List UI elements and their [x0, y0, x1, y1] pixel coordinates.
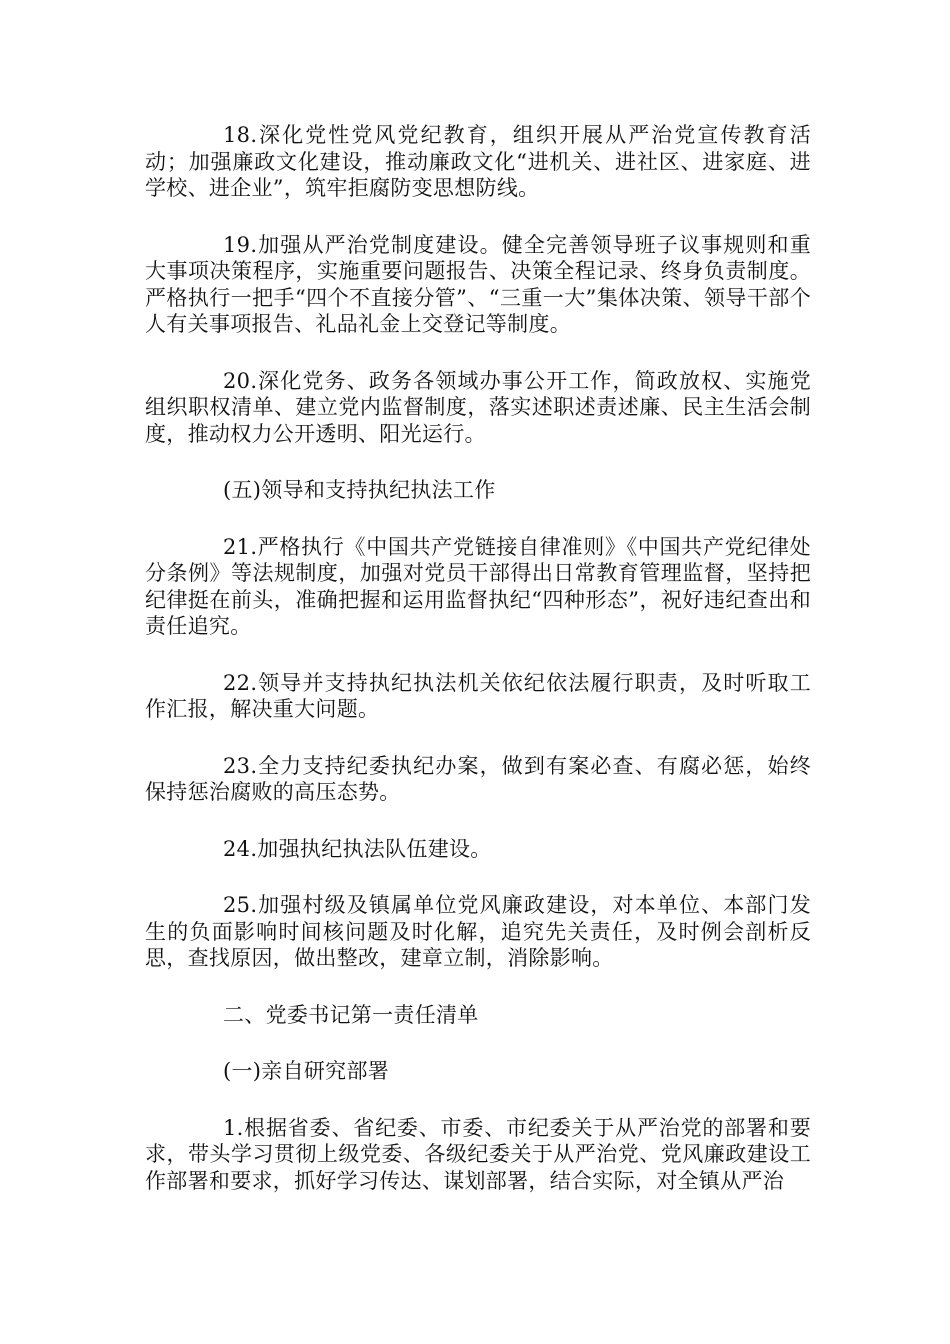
- section-heading-5: (五)领导和支持执纪执法工作: [223, 478, 496, 502]
- section-heading-1: (一)亲自研究部署: [223, 1059, 390, 1083]
- paragraph-23: 23.全力支持纪委执纪办案，做到有案必查、有腐必惩，始终保持惩治腐败的高压态势。: [145, 753, 811, 804]
- paragraph-1: 1.根据省委、省纪委、市委、市纪委关于从严治党的部署和要求，带头学习贯彻上级党委、各级纪委关于从严治党、党风廉政建设工作部署和要求，抓好学习传达、谋划部署，结合实际，对全镇从严治: [145, 1115, 811, 1193]
- paragraph-19: 19.加强从严治党制度建设。健全完善领导班子议事规则和重大事项决策程序，实施重要问题报告、决策全程记录、终身负责制度。严格执行一把手“四个不直接分管”、“三重一大”集体决策、领导干部个人有关事项报告、礼品礼金上交登记等制度。: [145, 232, 811, 336]
- document-body: [145, 122, 811, 1224]
- paragraph-20: 20.深化党务、政务各领域办事公开工作，简政放权、实施党组织职权清单、建立党内监督制度，落实述职述责述廉、民主生活会制度，推动权力公开透明、阳光运行。: [145, 368, 811, 446]
- paragraph-24: 24.加强执纪执法队伍建设。: [223, 836, 492, 861]
- paragraph-18: 18.深化党性党风党纪教育，组织开展从严治党宣传教育活动；加强廉政文化建设，推动廉政文化“进机关、进社区、进家庭、进学校、进企业”，筑牢拒腐防变思想防线。: [145, 123, 811, 200]
- paragraph-21: 21.严格执行《中国共产党链接自律准则》《中国共产党纪律处分条例》等法规制度，加强对党员干部得出日常教育管理监督，坚持把纪律挺在前头，准确把握和运用监督执纪“四种形态”，祝好违纪查出和责任追究。: [145, 534, 811, 638]
- chapter-heading-2: 二、党委书记第一责任清单: [223, 1002, 479, 1027]
- paragraph-25: 25.加强村级及镇属单位党风廉政建设，对本单位、本部门发生的负面影响时间核问题及时化解，追究先关责任，及时例会剖析反思，查找原因，做出整改，建章立制，消除影响。: [145, 893, 811, 970]
- paragraph-22: 22.领导并支持执纪执法机关依纪依法履行职责，及时听取工作汇报，解决重大问题。: [145, 670, 811, 721]
